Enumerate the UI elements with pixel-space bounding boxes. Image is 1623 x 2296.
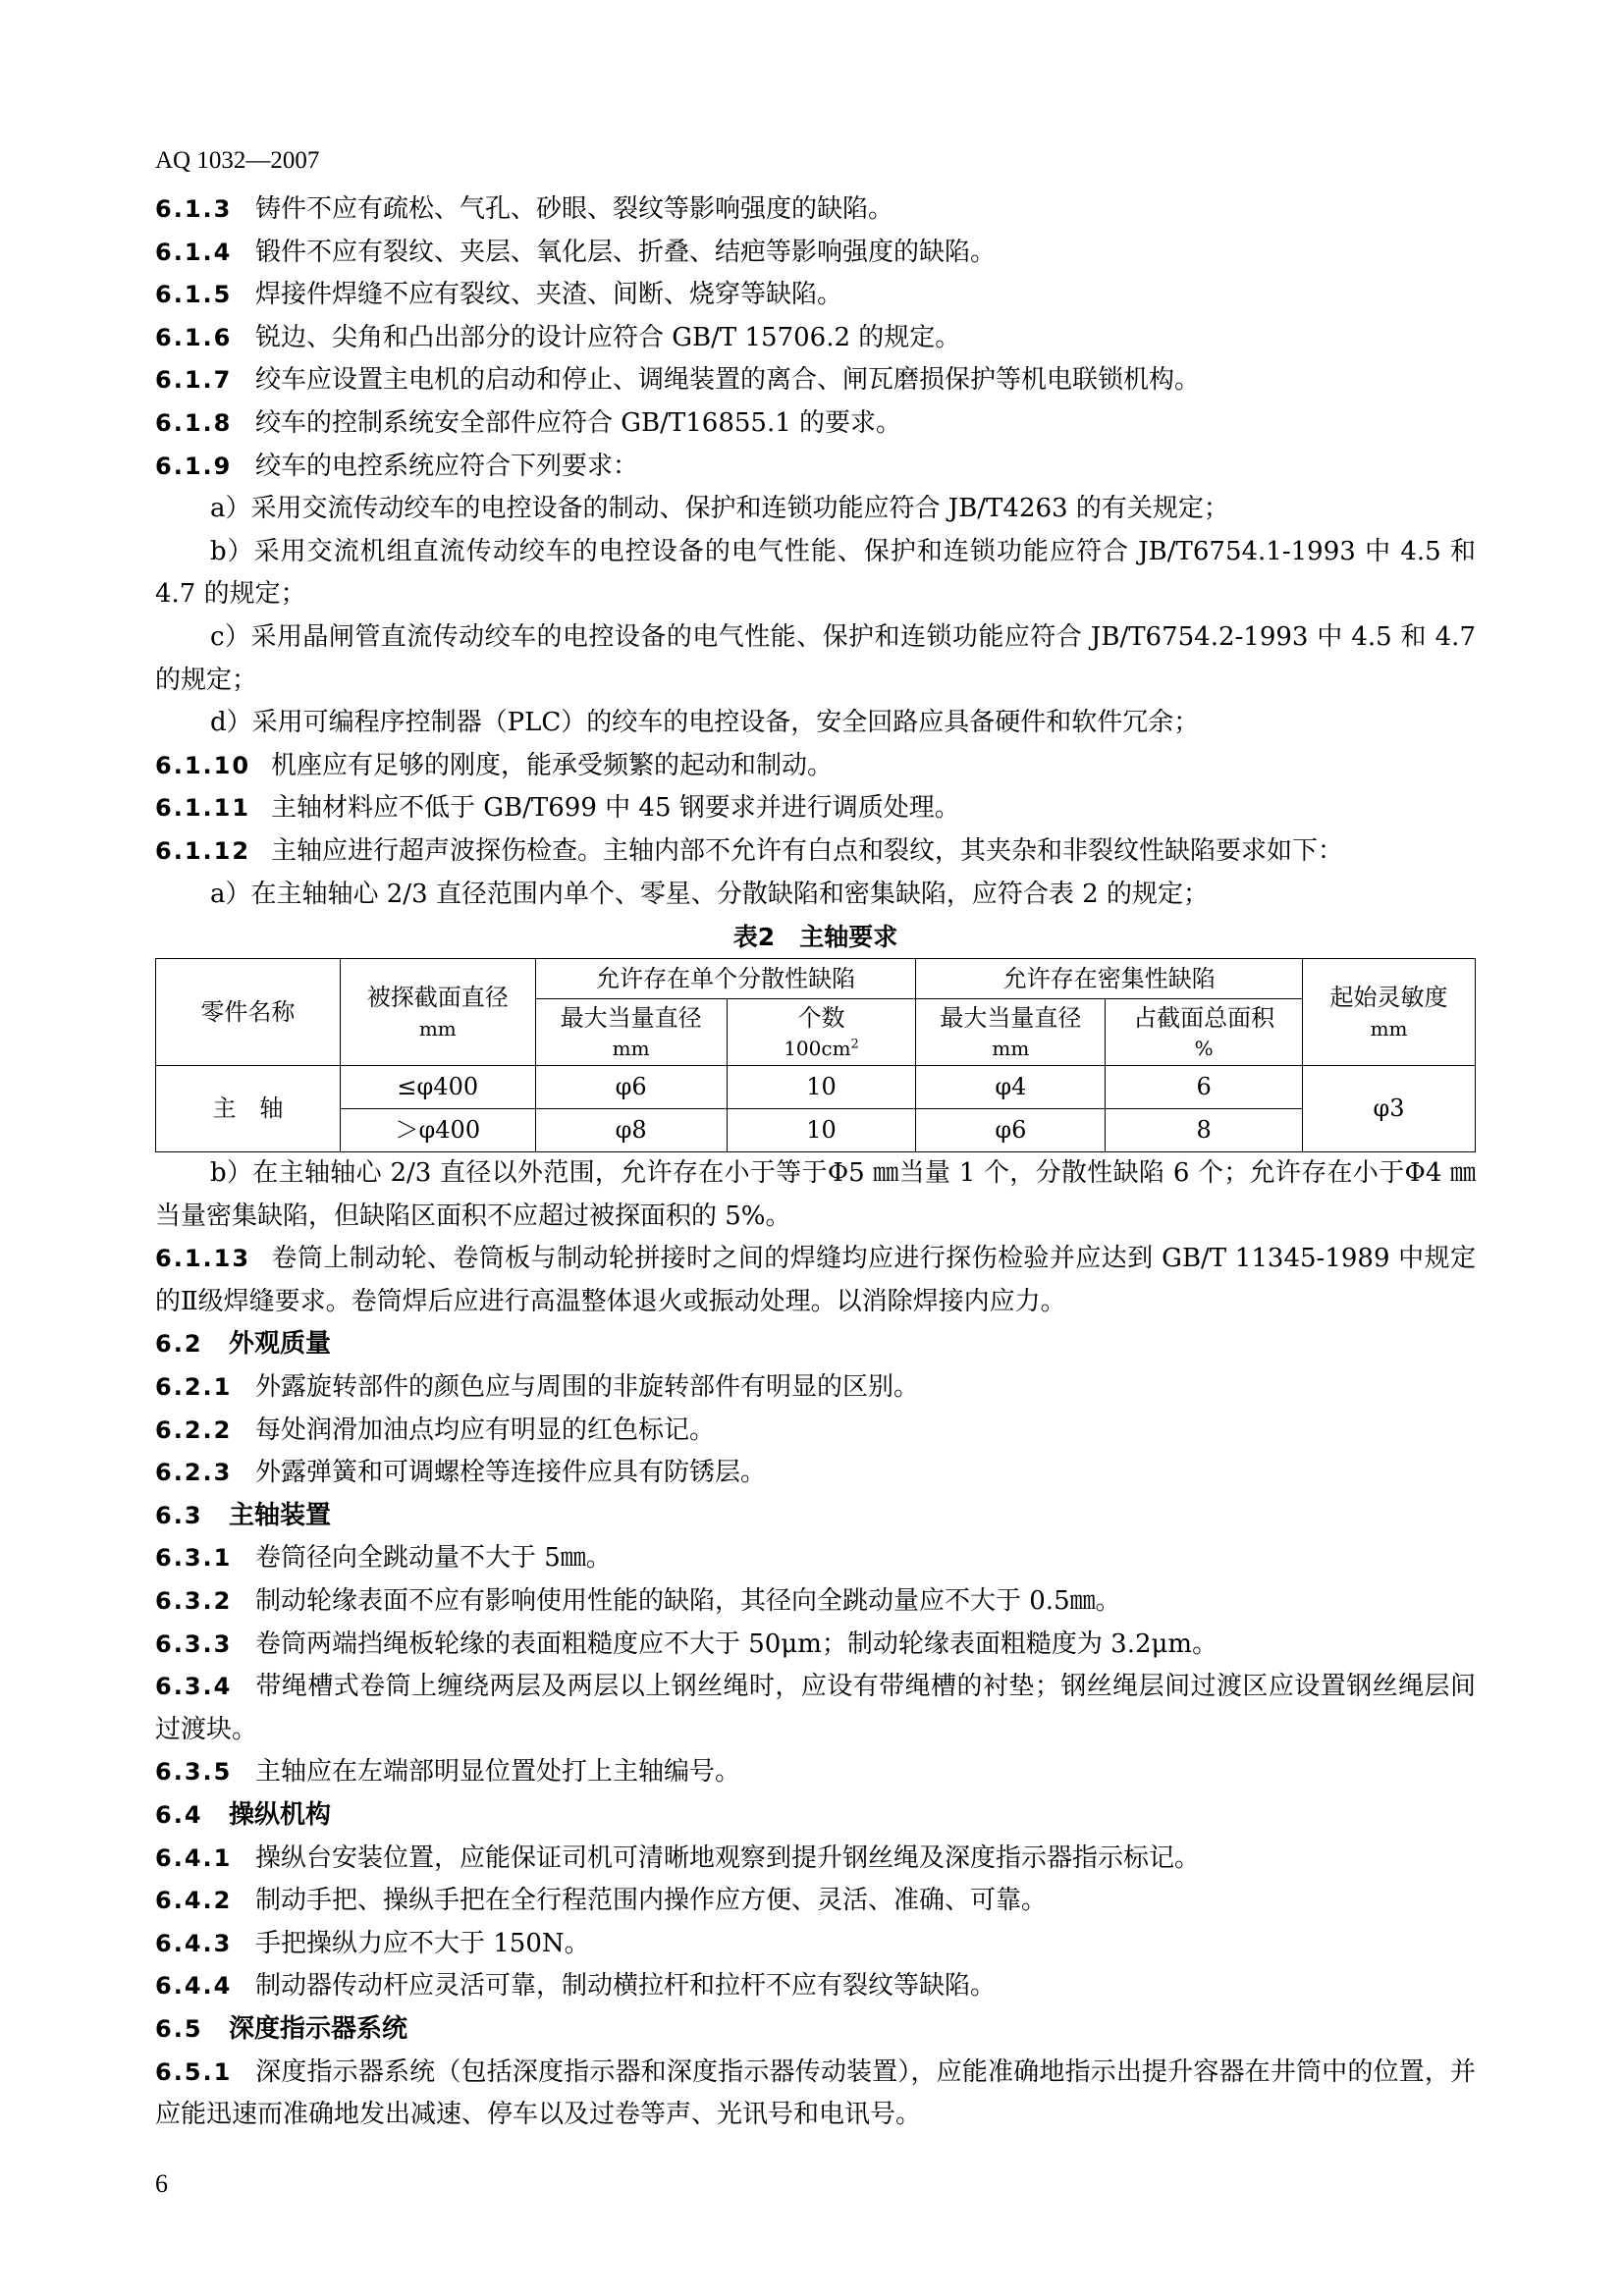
clause-number: 6.2.3 bbox=[155, 1459, 233, 1487]
clause-text: 每处润滑加油点均应有明显的红色标记。 bbox=[255, 1415, 716, 1445]
clause-6-1-12-item-a: a）在主轴轴心 2/3 直径范围内单个、零星、分散缺陷和密集缺陷，应符合表 2 的规定； bbox=[210, 879, 1209, 909]
header-diameter-unit: mm bbox=[418, 1016, 457, 1041]
cell-max-diameter-dense: φ4 bbox=[916, 1066, 1106, 1109]
clause-number: 6.3.5 bbox=[155, 1758, 233, 1787]
clause-number: 6.4.3 bbox=[155, 1929, 233, 1957]
clause-text: 铸件不应有疏松、气孔、砂眼、裂纹等影响强度的缺陷。 bbox=[255, 194, 894, 224]
clause-number: 6.4.1 bbox=[155, 1843, 233, 1872]
clause-number: 6.1.11 bbox=[155, 794, 251, 823]
clause-text: 绞车的电控系统应符合下列要求： bbox=[255, 451, 639, 481]
list-item: c）采用晶闸管直流传动绞车的电控设备的电气性能、保护和连锁功能应符合 JB/T6754.2-1993 中 4.5 和 4.7 的规定； bbox=[155, 621, 1476, 695]
clause bbox=[155, 787, 1476, 830]
clause-number: 6.1.10 bbox=[155, 751, 251, 779]
clause-number: 6.5.1 bbox=[155, 2057, 233, 2086]
cell-max-diameter-single: φ6 bbox=[535, 1066, 727, 1109]
clause bbox=[155, 1880, 1476, 1923]
header-single-defects: 允许存在单个分散性缺陷 bbox=[535, 959, 916, 999]
section-6-3-heading bbox=[155, 1495, 1476, 1538]
clauses-6-1-3-to-6-1-9 bbox=[155, 188, 1476, 488]
clause bbox=[155, 1838, 1476, 1881]
header-sensitivity-unit: mm bbox=[1370, 1016, 1408, 1041]
clause-text: 焊接件焊缝不应有裂纹、夹渣、间断、烧穿等缺陷。 bbox=[255, 280, 843, 310]
clause bbox=[155, 446, 1476, 489]
clause-text: 主轴应在左端部明显位置处打上主轴编号。 bbox=[255, 1757, 741, 1788]
clause-number: 6.3.3 bbox=[155, 1629, 233, 1658]
clause-text: 制动器传动杆应灵活可靠，制动横拉杆和拉杆不应有裂纹等缺陷。 bbox=[255, 1971, 997, 2002]
cell-diameter: ≤φ400 bbox=[340, 1066, 535, 1109]
clause-text: 绞车应设置主电机的启动和停止、调绳装置的离合、闸瓦磨损保护等机电联锁机构。 bbox=[255, 365, 1201, 396]
clause-text: 深度指示器系统（包括深度指示器和深度指示器传动装置），应能准确地指示出提升容器在井筒中的位置，并应能迅速而准确地发出减速、停车以及过卷等声、光讯号和电讯号。 bbox=[155, 2056, 1476, 2130]
section-title: 外观质量 bbox=[229, 1329, 332, 1360]
clause-number: 6.1.9 bbox=[155, 452, 233, 480]
header-area-share bbox=[1106, 999, 1303, 1066]
clause-6-3-4 bbox=[155, 1666, 1476, 1751]
clause bbox=[155, 1580, 1476, 1624]
cell-count: 10 bbox=[727, 1066, 916, 1109]
clause-number: 6.1.5 bbox=[155, 281, 233, 309]
spindle-requirements-table bbox=[155, 958, 1476, 1152]
section-6-4-heading bbox=[155, 1794, 1476, 1838]
cell-part: 主 轴 bbox=[156, 1066, 341, 1152]
clause-text: 制动手把、操纵手把在全行程范围内操作应方便、灵活、准确、可靠。 bbox=[255, 1886, 1048, 1916]
cell-sensitivity: φ3 bbox=[1303, 1066, 1476, 1152]
clause-number: 6.1.6 bbox=[155, 323, 233, 351]
header-count-unit-exponent: 2 bbox=[850, 1037, 859, 1052]
header-count-label: 个数 bbox=[797, 1003, 845, 1032]
page-number: 6 bbox=[155, 2169, 168, 2198]
clause-number: 6.4.2 bbox=[155, 1887, 233, 1915]
clause-text: 带绳槽式卷筒上缠绕两层及两层以上钢丝绳时，应设有带绳槽的衬垫；钢丝绳层间过渡区应设置钢丝绳层间过渡块。 bbox=[155, 1672, 1476, 1744]
header-max-equiv-diameter-1-label: 最大当量直径 bbox=[560, 1003, 702, 1032]
header-count-unit-base: 100cm bbox=[784, 1037, 851, 1061]
list-item: d）采用可编程序控制器（PLC）的绞车的电控设备，安全回路应具备硬件和软件冗余； bbox=[210, 708, 1200, 738]
clause-text: 锻件不应有裂纹、夹层、氧化层、折叠、结疤等影响强度的缺陷。 bbox=[255, 237, 997, 267]
clause-6-1-13 bbox=[155, 1238, 1476, 1323]
clause-number: 6.3.1 bbox=[155, 1544, 233, 1573]
clause-number: 6.1.8 bbox=[155, 408, 233, 437]
header-diameter bbox=[340, 959, 535, 1066]
clause bbox=[155, 1624, 1476, 1667]
header-area-share-unit: % bbox=[1194, 1037, 1214, 1061]
clause bbox=[155, 359, 1476, 402]
cell-area-percent: 8 bbox=[1106, 1109, 1303, 1152]
section-number: 6.2 bbox=[155, 1330, 203, 1359]
clause-6-5-1 bbox=[155, 2052, 1476, 2137]
clause-text: 卷筒径向全跳动量不大于 5㎜。 bbox=[255, 1543, 612, 1574]
clause bbox=[155, 830, 1476, 874]
list-item: b）采用交流机组直流传动绞车的电控设备的电气性能、保护和连锁功能应符合 JB/T6754.1-1993 中 4.5 和 4.7 的规定； bbox=[155, 536, 1476, 610]
clause-number: 6.1.13 bbox=[155, 1245, 251, 1273]
header-part-name: 零件名称 bbox=[156, 959, 341, 1066]
clause bbox=[155, 1965, 1476, 2008]
standard-code-header: AQ 1032—2007 bbox=[155, 147, 320, 174]
table-title: 表2 主轴要求 bbox=[732, 923, 898, 952]
section-number: 6.3 bbox=[155, 1501, 203, 1529]
clauses-6-1-10-to-6-1-12 bbox=[155, 745, 1476, 874]
clause bbox=[155, 317, 1476, 360]
clause-6-1-12-item-b: b）在主轴轴心 2/3 直径以外范围，允许存在小于等于Φ5 ㎜当量 1 个，分散性缺陷 6 个；允许存在小于Φ4 ㎜当量密集缺陷，但缺陷区面积不应超过被探面积的 5%。 bbox=[155, 1158, 1476, 1231]
header-max-equiv-diameter-2 bbox=[916, 999, 1106, 1066]
clause-text: 机座应有足够的刚度，能承受频繁的起动和制动。 bbox=[271, 750, 834, 780]
header-max-equiv-diameter-1-unit: mm bbox=[612, 1037, 650, 1061]
section-6-2-heading bbox=[155, 1323, 1476, 1366]
clause-text: 手把操纵力应不大于 150N。 bbox=[255, 1928, 590, 1958]
clause-number: 6.1.12 bbox=[155, 836, 251, 865]
section-number: 6.4 bbox=[155, 1801, 203, 1829]
header-count bbox=[727, 999, 916, 1066]
list-item: a）采用交流传动绞车的电控设备的制动、保护和连锁功能应符合 JB/T4263 的有关规定； bbox=[210, 494, 1229, 524]
clause-text: 主轴材料应不低于 GB/T699 中 45 钢要求并进行调质处理。 bbox=[271, 793, 960, 824]
clause-text: 制动轮缘表面不应有影响使用性能的缺陷，其径向全跳动量应不大于 0.5㎜。 bbox=[255, 1586, 1121, 1617]
clause-text: 外露旋转部件的颜色应与周围的非旋转部件有明显的区别。 bbox=[255, 1372, 920, 1403]
header-sensitivity-label: 起始灵敏度 bbox=[1329, 984, 1448, 1012]
clause-text: 操纵台安装位置，应能保证司机可清晰地观察到提升钢丝绳及深度指示器指示标记。 bbox=[255, 1842, 1201, 1873]
cell-diameter: ＞φ400 bbox=[340, 1109, 535, 1152]
clause-text: 主轴应进行超声波探伤检查。主轴内部不允许有白点和裂纹，其夹杂和非裂纹性缺陷要求如下： bbox=[271, 835, 1344, 866]
clause-text: 外露弹簧和可调螺栓等连接件应具有防锈层。 bbox=[255, 1458, 767, 1488]
clause-text: 绞车的控制系统安全部件应符合 GB/T16855.1 的要求。 bbox=[255, 407, 902, 438]
clause-6-3-5-block bbox=[155, 1751, 1476, 1794]
cell-max-diameter-dense: φ6 bbox=[916, 1109, 1106, 1152]
section-title: 操纵机构 bbox=[229, 1800, 332, 1830]
clause-number: 6.2.2 bbox=[155, 1415, 233, 1444]
clause bbox=[155, 1923, 1476, 1966]
clause bbox=[155, 1751, 1476, 1794]
clause-text: 卷筒两端挡绳板轮缘的表面粗糙度应不大于 50μm；制动轮缘表面粗糙度为 3.2μm。 bbox=[255, 1629, 1218, 1659]
section-title: 主轴装置 bbox=[229, 1500, 332, 1530]
header-max-equiv-diameter-2-label: 最大当量直径 bbox=[940, 1003, 1082, 1032]
clause-number: 6.1.7 bbox=[155, 366, 233, 395]
clauses-6-2 bbox=[155, 1366, 1476, 1495]
clause bbox=[155, 1537, 1476, 1580]
document-body bbox=[155, 188, 1476, 2137]
header-diameter-label: 被探截面直径 bbox=[366, 984, 509, 1012]
section-6-5-heading bbox=[155, 2008, 1476, 2052]
header-sensitivity bbox=[1303, 959, 1476, 1066]
clause-number: 6.3.2 bbox=[155, 1587, 233, 1616]
cell-count: 10 bbox=[727, 1109, 916, 1152]
clause-number: 6.2.1 bbox=[155, 1373, 233, 1402]
section-title: 深度指示器系统 bbox=[229, 2013, 408, 2044]
header-dense-defects: 允许存在密集性缺陷 bbox=[916, 959, 1303, 999]
clauses-6-4 bbox=[155, 1838, 1476, 2008]
clause bbox=[155, 274, 1476, 317]
clause bbox=[155, 232, 1476, 275]
header-max-equiv-diameter-1 bbox=[535, 999, 727, 1066]
cell-area-percent: 6 bbox=[1106, 1066, 1303, 1109]
clause bbox=[155, 402, 1476, 446]
clause-text: 锐边、尖角和凸出部分的设计应符合 GB/T 15706.2 的规定。 bbox=[255, 322, 961, 352]
clause-text: 卷筒上制动轮、卷筒板与制动轮拼接时之间的焊缝均应进行探伤检验并应达到 GB/T 11345-1989 中规定的Ⅱ级焊缝要求。卷筒焊后应进行高温整体退火或振动处理。以消除焊接内应力。 bbox=[155, 1244, 1476, 1316]
clause-number: 6.4.4 bbox=[155, 1972, 233, 2001]
clause-6-1-9-items bbox=[155, 488, 1476, 745]
clause-number: 6.1.3 bbox=[155, 195, 233, 223]
header-max-equiv-diameter-2-unit: mm bbox=[992, 1037, 1030, 1061]
clause-number: 6.1.4 bbox=[155, 238, 233, 266]
cell-max-diameter-single: φ8 bbox=[535, 1109, 727, 1152]
section-number: 6.5 bbox=[155, 2014, 203, 2043]
clause bbox=[155, 745, 1476, 788]
clauses-6-3 bbox=[155, 1537, 1476, 1666]
clause bbox=[155, 188, 1476, 232]
clause-number: 6.3.4 bbox=[155, 1673, 233, 1701]
clause bbox=[155, 1410, 1476, 1453]
header-count-unit bbox=[728, 1035, 916, 1063]
header-area-share-label: 占截面总面积 bbox=[1133, 1003, 1275, 1032]
clause bbox=[155, 1366, 1476, 1410]
clause bbox=[155, 1452, 1476, 1495]
